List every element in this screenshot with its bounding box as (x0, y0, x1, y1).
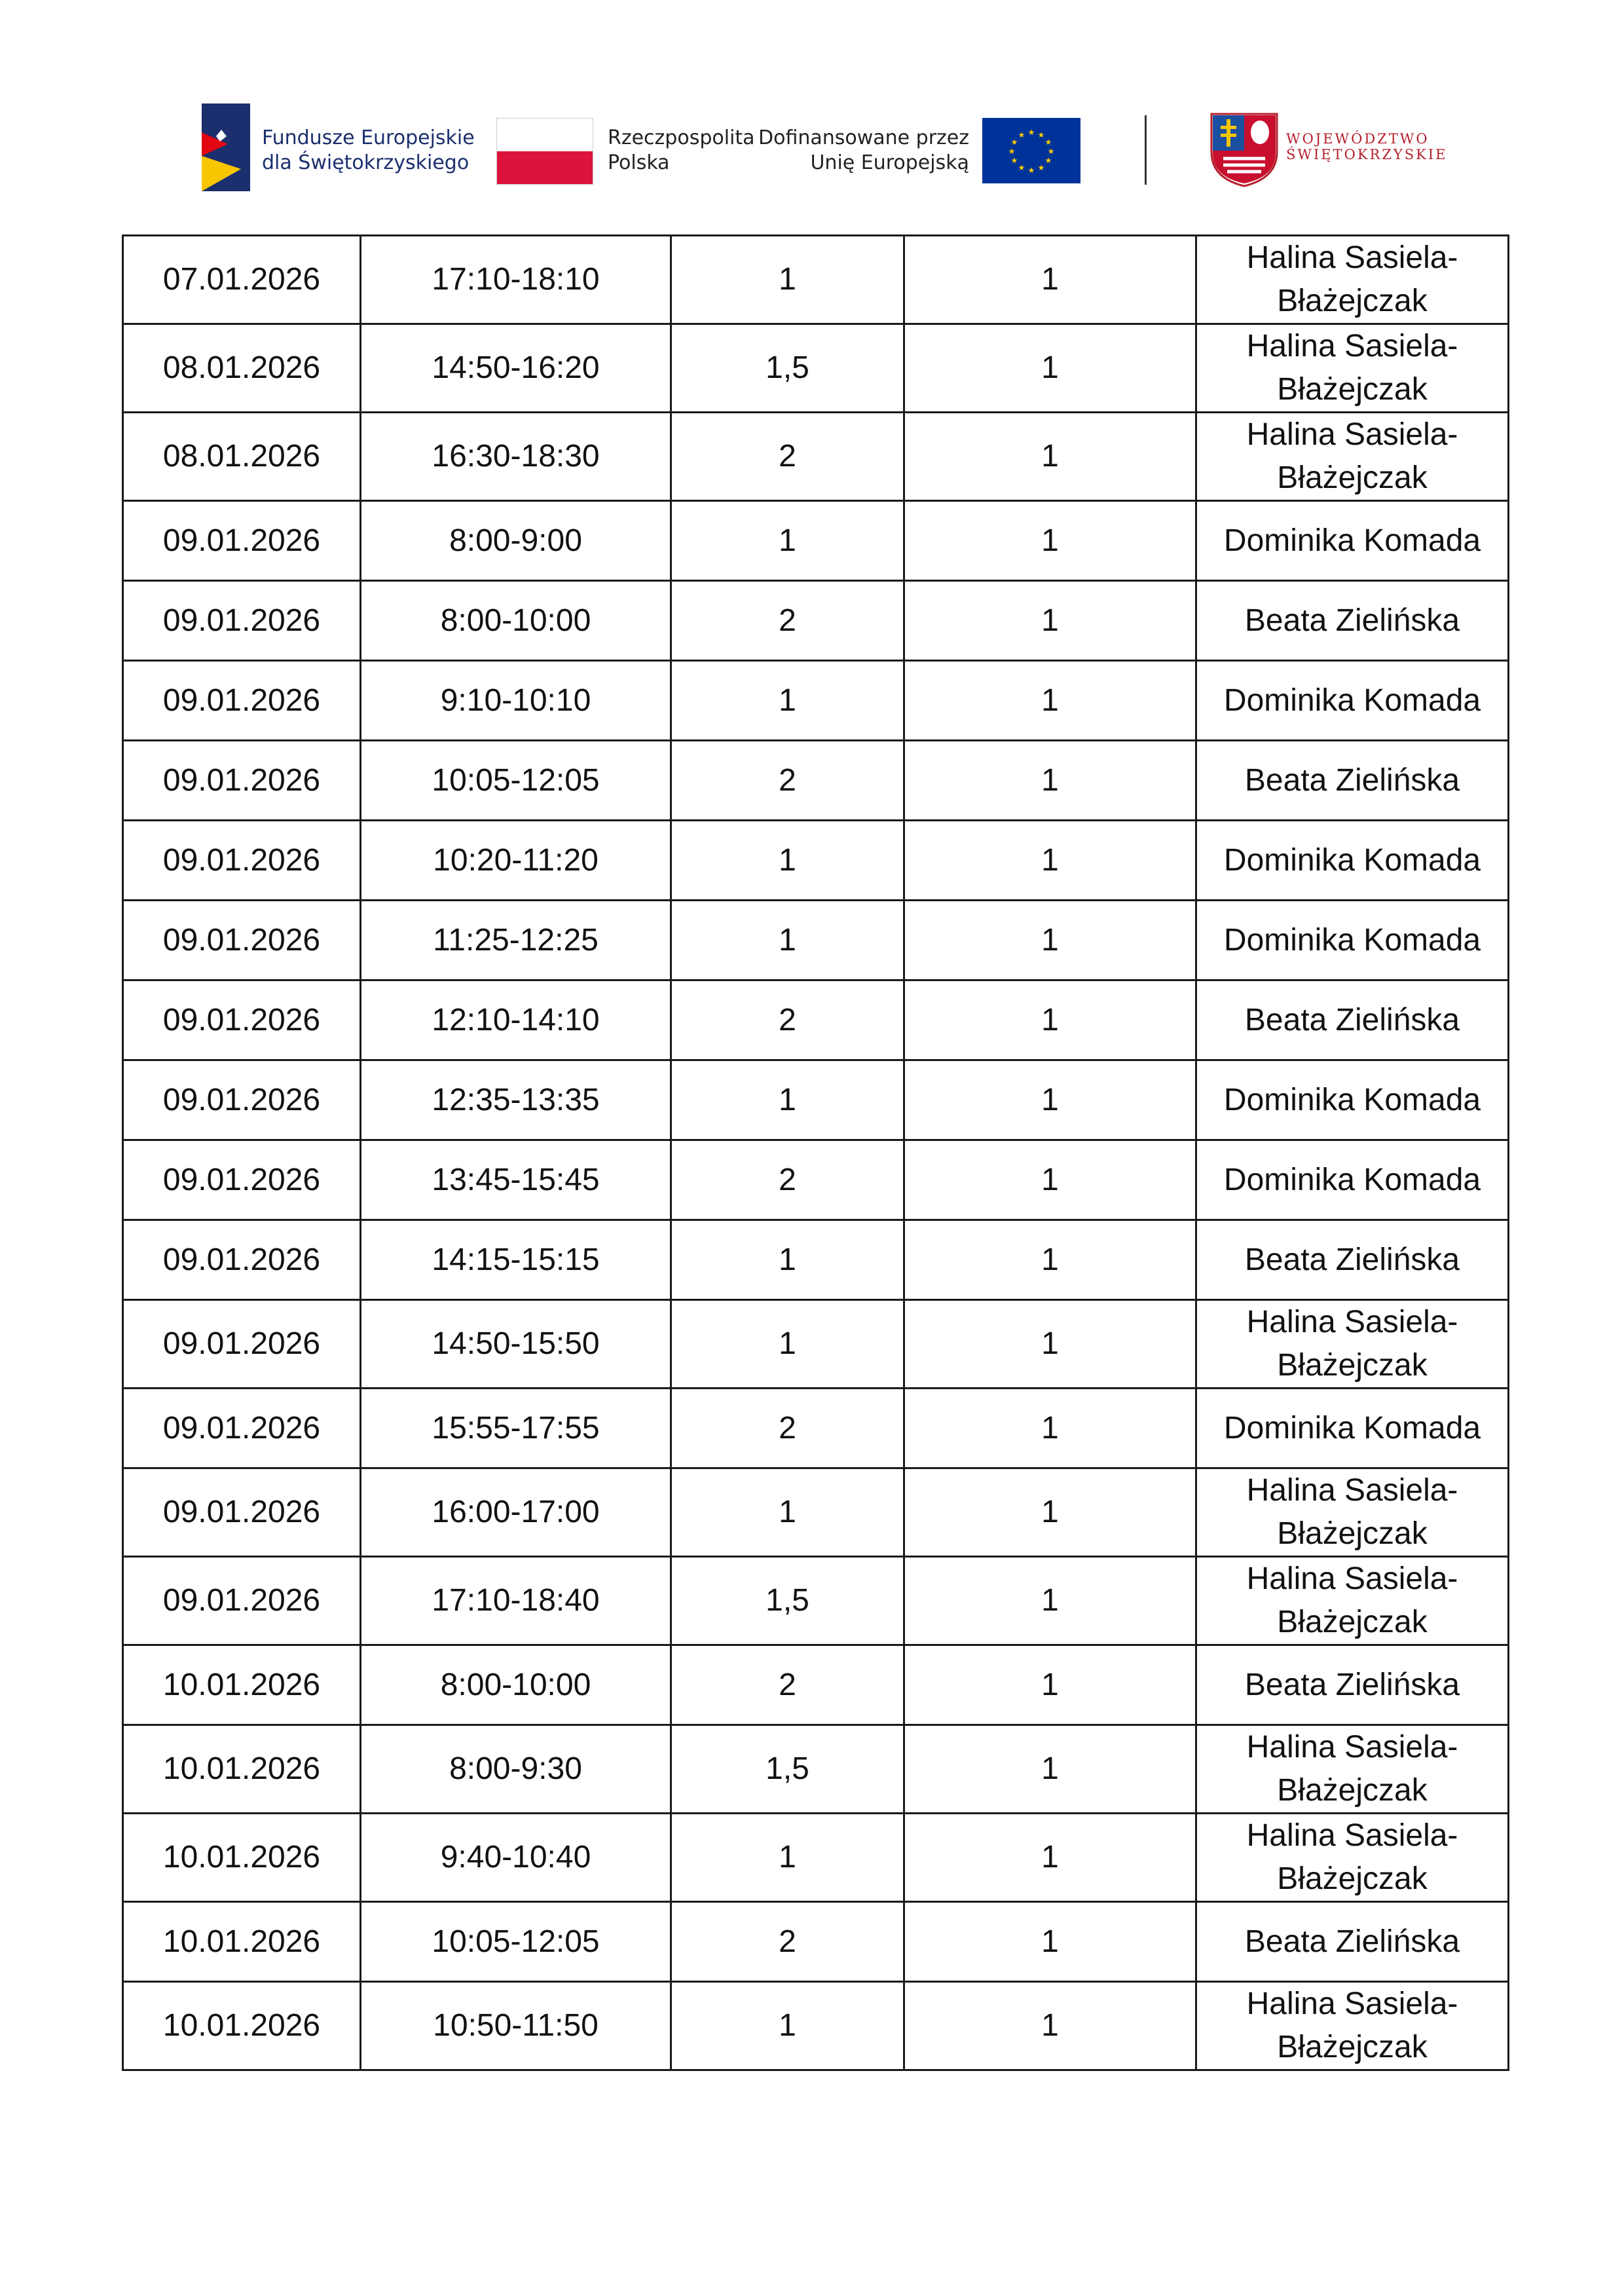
table-row (123, 661, 1509, 741)
fundusze-europejskie-logo-icon (202, 103, 250, 191)
table-row (123, 1140, 1509, 1220)
logo-divider (1145, 115, 1147, 185)
person-name-line1: Beata Zielińska (1244, 1002, 1460, 1037)
person-name-line2: Błażejczak (1277, 1605, 1428, 1639)
table-row (123, 1645, 1509, 1725)
date-cell: 09.01.2026 (123, 741, 361, 821)
person-name-line1: Dominika Komada (1223, 1410, 1481, 1446)
date-cell: 10.01.2026 (123, 1902, 361, 1982)
svg-text:★: ★ (1010, 138, 1018, 147)
hours-cell: 1 (671, 236, 904, 324)
person-name-line1: Dominika Komada (1223, 523, 1481, 558)
time-cell: 9:40-10:40 (361, 1814, 671, 1902)
table-row (123, 1982, 1509, 2070)
eu-flag-icon (982, 118, 1080, 183)
table-row (123, 581, 1509, 661)
date-cell: 09.01.2026 (123, 1389, 361, 1468)
time-cell: 12:35-13:35 (361, 1060, 671, 1140)
person-cell (1196, 1468, 1509, 1557)
table-row (123, 980, 1509, 1060)
date-cell: 09.01.2026 (123, 661, 361, 741)
fundusze-europejskie-text: Fundusze Europejskie dla Świętokrzyskiego (262, 126, 475, 174)
hours-cell: 1 (671, 1468, 904, 1557)
table-row (123, 821, 1509, 901)
table-row (123, 1814, 1509, 1902)
table-row (123, 741, 1509, 821)
time-cell: 10:50-11:50 (361, 1982, 671, 2070)
hours-cell: 1 (671, 501, 904, 581)
wojewodztwo-swietokrzyskie-text: WOJEWÓDZTWO ŚWIĘTOKRZYSKIE (1286, 131, 1448, 162)
date-cell: 09.01.2026 (123, 581, 361, 661)
table-row (123, 324, 1509, 413)
person-name-line2: Błażejczak (1277, 1516, 1428, 1551)
time-cell: 9:10-10:10 (361, 661, 671, 741)
rzeczpospolita-polska-text: Rzeczpospolita Polska (608, 126, 755, 174)
hours-cell: 2 (671, 413, 904, 501)
count-cell: 1 (904, 324, 1196, 413)
polish-flag-icon (496, 118, 593, 185)
date-cell: 08.01.2026 (123, 324, 361, 413)
count-cell: 1 (904, 901, 1196, 980)
time-cell: 15:55-17:55 (361, 1389, 671, 1468)
table-row (123, 1220, 1509, 1300)
svg-text:★: ★ (1018, 163, 1025, 172)
time-cell: 8:00-10:00 (361, 1645, 671, 1725)
hours-cell: 1 (671, 821, 904, 901)
date-cell: 09.01.2026 (123, 1220, 361, 1300)
schedule-table-body (123, 236, 1509, 2070)
count-cell: 1 (904, 1060, 1196, 1140)
time-cell: 8:00-10:00 (361, 581, 671, 661)
table-row (123, 1902, 1509, 1982)
person-name-line1: Beata Zielińska (1244, 1242, 1460, 1277)
person-cell (1196, 1982, 1509, 2070)
count-cell: 1 (904, 980, 1196, 1060)
time-cell: 12:10-14:10 (361, 980, 671, 1060)
date-cell: 09.01.2026 (123, 1140, 361, 1220)
person-name-line1: Dominika Komada (1223, 682, 1481, 718)
count-cell: 1 (904, 236, 1196, 324)
person-name-line1: Halina Sasiela- (1246, 1305, 1458, 1339)
time-cell: 14:50-16:20 (361, 324, 671, 413)
count-cell: 1 (904, 501, 1196, 581)
table-row (123, 501, 1509, 581)
person-name-line1: Dominika Komada (1223, 922, 1481, 958)
person-name-line2: Błażejczak (1277, 1861, 1428, 1896)
date-cell: 09.01.2026 (123, 1557, 361, 1645)
person-cell (1196, 236, 1509, 324)
hours-cell: 1 (671, 1814, 904, 1902)
date-cell: 09.01.2026 (123, 1060, 361, 1140)
count-cell: 1 (904, 1300, 1196, 1389)
person-name-line1: Dominika Komada (1223, 1082, 1481, 1117)
count-cell: 1 (904, 413, 1196, 501)
person-cell (1196, 1645, 1509, 1725)
hours-cell: 1 (671, 661, 904, 741)
hours-cell: 1 (671, 1300, 904, 1389)
table-row (123, 901, 1509, 980)
person-name-line1: Halina Sasiela- (1246, 1818, 1458, 1853)
table-row (123, 1060, 1509, 1140)
person-cell (1196, 1060, 1509, 1140)
date-cell: 08.01.2026 (123, 413, 361, 501)
count-cell: 1 (904, 1468, 1196, 1557)
time-cell: 8:00-9:00 (361, 501, 671, 581)
date-cell: 09.01.2026 (123, 901, 361, 980)
time-cell: 17:10-18:10 (361, 236, 671, 324)
person-name-line2: Błażejczak (1277, 284, 1428, 318)
person-name-line1: Dominika Komada (1223, 1162, 1481, 1197)
count-cell: 1 (904, 1557, 1196, 1645)
date-cell: 07.01.2026 (123, 236, 361, 324)
svg-text:★: ★ (1047, 147, 1055, 156)
person-cell (1196, 1902, 1509, 1982)
person-name-line2: Błażejczak (1277, 2030, 1428, 2064)
hours-cell: 2 (671, 980, 904, 1060)
person-name-line1: Beata Zielińska (1244, 1667, 1460, 1702)
date-cell: 09.01.2026 (123, 980, 361, 1060)
person-cell (1196, 661, 1509, 741)
person-cell (1196, 413, 1509, 501)
hours-cell: 1,5 (671, 324, 904, 413)
person-cell (1196, 980, 1509, 1060)
person-name-line1: Halina Sasiela- (1246, 329, 1458, 364)
table-row (123, 236, 1509, 324)
person-cell (1196, 1140, 1509, 1220)
svg-text:★: ★ (1008, 147, 1016, 156)
schedule-table (122, 234, 1509, 2071)
person-cell (1196, 1220, 1509, 1300)
date-cell: 09.01.2026 (123, 821, 361, 901)
person-name-line2: Błażejczak (1277, 372, 1428, 407)
hours-cell: 2 (671, 741, 904, 821)
person-cell (1196, 1814, 1509, 1902)
count-cell: 1 (904, 741, 1196, 821)
count-cell: 1 (904, 1220, 1196, 1300)
person-cell (1196, 1557, 1509, 1645)
time-cell: 14:15-15:15 (361, 1220, 671, 1300)
date-cell: 10.01.2026 (123, 1982, 361, 2070)
time-cell: 11:25-12:25 (361, 901, 671, 980)
swietokrzyskie-coat-of-arms-icon (1210, 113, 1278, 187)
person-name-line1: Halina Sasiela- (1246, 417, 1458, 452)
svg-text:★: ★ (1037, 130, 1045, 140)
table-row (123, 1557, 1509, 1645)
time-cell: 10:05-12:05 (361, 741, 671, 821)
hours-cell: 1 (671, 1220, 904, 1300)
svg-text:★: ★ (1027, 128, 1035, 137)
table-row (123, 1389, 1509, 1468)
person-cell (1196, 821, 1509, 901)
date-cell: 09.01.2026 (123, 1300, 361, 1389)
person-name-line1: Halina Sasiela- (1246, 1987, 1458, 2021)
date-cell: 10.01.2026 (123, 1725, 361, 1814)
count-cell: 1 (904, 1140, 1196, 1220)
person-name-line2: Błażejczak (1277, 1773, 1428, 1808)
hours-cell: 2 (671, 1645, 904, 1725)
count-cell: 1 (904, 1902, 1196, 1982)
count-cell: 1 (904, 581, 1196, 661)
person-cell (1196, 901, 1509, 980)
person-name-line2: Błażejczak (1277, 1348, 1428, 1383)
date-cell: 09.01.2026 (123, 501, 361, 581)
date-cell: 10.01.2026 (123, 1645, 361, 1725)
logo-bar (0, 0, 1624, 210)
person-name-line1: Halina Sasiela- (1246, 1473, 1458, 1508)
count-cell: 1 (904, 1645, 1196, 1725)
hours-cell: 1 (671, 901, 904, 980)
person-name-line1: Halina Sasiela- (1246, 1730, 1458, 1764)
person-name-line1: Beata Zielińska (1244, 1924, 1460, 1959)
hours-cell: 1 (671, 1060, 904, 1140)
svg-text:★: ★ (1037, 163, 1045, 172)
eu-cofinanced-text: Dofinansowane przez Unię Europejską (758, 126, 969, 174)
table-row (123, 1300, 1509, 1389)
svg-text:★: ★ (1044, 156, 1052, 165)
time-cell: 17:10-18:40 (361, 1557, 671, 1645)
time-cell: 14:50-15:50 (361, 1300, 671, 1389)
svg-text:★: ★ (1027, 166, 1035, 175)
time-cell: 16:00-17:00 (361, 1468, 671, 1557)
time-cell: 13:45-15:45 (361, 1140, 671, 1220)
count-cell: 1 (904, 821, 1196, 901)
person-cell (1196, 741, 1509, 821)
person-cell (1196, 324, 1509, 413)
person-cell (1196, 581, 1509, 661)
person-cell (1196, 1300, 1509, 1389)
count-cell: 1 (904, 1389, 1196, 1468)
count-cell: 1 (904, 1814, 1196, 1902)
svg-text:★: ★ (1044, 138, 1052, 147)
time-cell: 8:00-9:30 (361, 1725, 671, 1814)
date-cell: 09.01.2026 (123, 1468, 361, 1557)
count-cell: 1 (904, 1725, 1196, 1814)
hours-cell: 1 (671, 1982, 904, 2070)
person-name-line1: Halina Sasiela- (1246, 1561, 1458, 1596)
table-row (123, 413, 1509, 501)
person-name-line1: Halina Sasiela- (1246, 240, 1458, 275)
person-name-line1: Beata Zielińska (1244, 603, 1460, 638)
svg-text:★: ★ (1010, 156, 1018, 165)
hours-cell: 2 (671, 581, 904, 661)
time-cell: 10:20-11:20 (361, 821, 671, 901)
count-cell: 1 (904, 1982, 1196, 2070)
time-cell: 16:30-18:30 (361, 413, 671, 501)
svg-text:★: ★ (1018, 130, 1025, 140)
hours-cell: 2 (671, 1902, 904, 1982)
person-name-line1: Beata Zielińska (1244, 762, 1460, 798)
person-cell (1196, 501, 1509, 581)
hours-cell: 2 (671, 1389, 904, 1468)
hours-cell: 1,5 (671, 1725, 904, 1814)
table-row (123, 1725, 1509, 1814)
time-cell: 10:05-12:05 (361, 1902, 671, 1982)
hours-cell: 2 (671, 1140, 904, 1220)
person-name-line1: Dominika Komada (1223, 842, 1481, 878)
hours-cell: 1,5 (671, 1557, 904, 1645)
person-cell (1196, 1389, 1509, 1468)
date-cell: 10.01.2026 (123, 1814, 361, 1902)
person-cell (1196, 1725, 1509, 1814)
person-name-line2: Błażejczak (1277, 460, 1428, 495)
count-cell: 1 (904, 661, 1196, 741)
table-row (123, 1468, 1509, 1557)
